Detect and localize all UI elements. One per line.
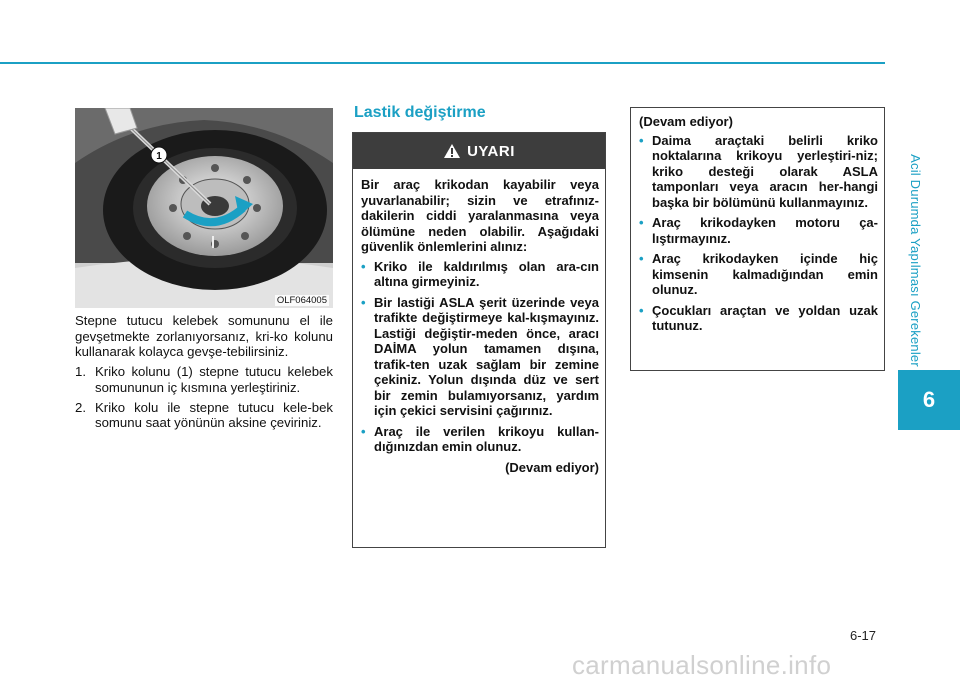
figure-code: OLF064005 xyxy=(276,295,327,306)
continued-bullet-item xyxy=(639,251,878,298)
warning-bullet-item xyxy=(361,259,599,290)
bullet-dot-icon: • xyxy=(639,251,644,266)
warning-label: UYARI xyxy=(467,142,515,160)
column-1 xyxy=(75,313,333,435)
warning-triangle-icon xyxy=(443,143,461,159)
bullet-dot-icon: • xyxy=(361,294,366,310)
bullet-dot-icon: • xyxy=(639,302,644,318)
continued-bullet-text: Daima araçtaki belirli kriko noktalarına krikoyu yerleştiri-niz; kriko desteği olarak ASLA tamponları veya aracın her-hangi başka bir bölümünü kullanmayınız. xyxy=(652,132,878,210)
continued-bullet-text: Araç krikodayken motoru ça-lıştırmayınız. xyxy=(652,215,878,246)
warning-bullet-text: Bir lastiği ASLA şerit üzerinde veya trafikte değiştirmeye kal-kışmayınız. Lastiği değiştir-meden önce, aracı DAİMA yolun tamamen dışına, trafik-ten uzak sağlam bir zemine çekiniz. Yolun dışında düz ve sert bir zemin bulamıyorsanız, yardım için çekici servisini çağırınız. xyxy=(374,294,599,418)
spare-tire-figure xyxy=(75,108,333,308)
warning-continued: (Devam ediyor) xyxy=(505,459,599,475)
warning-bullet-text: Kriko ile kaldırılmış olan ara-cın altına girmeyiniz. xyxy=(374,258,599,289)
warning-header xyxy=(353,133,605,169)
step-item xyxy=(75,364,333,395)
warning-bullet-item xyxy=(361,424,599,455)
chapter-tab: 6 xyxy=(898,370,960,430)
step-text: Kriko kolu ile stepne tutucu kele-bek somunu saat yönünün aksine çeviriniz. xyxy=(95,399,333,431)
warning-bullet-text: Araç ile verilen krikoyu kullan-dığınızdan emin olunuz. xyxy=(374,423,599,454)
warning-body xyxy=(353,169,605,475)
chapter-side-title-text: Acil Durumda Yapılması Gerekenler xyxy=(907,153,923,367)
spare-tire-illustration xyxy=(75,108,333,308)
warning-bullet-item xyxy=(361,295,599,419)
header-rule xyxy=(0,62,885,64)
bullet-dot-icon: • xyxy=(639,132,644,148)
continued-bullets xyxy=(639,133,878,334)
step-number: 2. xyxy=(75,399,86,415)
intro-paragraph: Stepne tutucu kelebek somununu el ile gevşetmekte zorlanıyorsanız, kri-ko kolunu kullanarak kolayca gevşe-tebilirsiniz. xyxy=(75,313,333,360)
continued-bullet-item xyxy=(639,303,878,334)
warning-box xyxy=(352,132,606,548)
continued-box xyxy=(630,107,885,371)
callout-number: 1 xyxy=(156,151,162,162)
continued-bullet-item xyxy=(639,215,878,246)
continued-bullet-item xyxy=(639,133,878,211)
bullet-dot-icon: • xyxy=(639,215,644,230)
continued-heading: (Devam ediyor) xyxy=(639,114,733,129)
warning-intro: Bir araç krikodan kayabilir veya yuvarlanabilir; sizin ve etrafınız-dakilerin ciddi yaralanmasına veya ölümüne neden olabilir. Aşağıdaki güvenlik önlemlerini alınız: xyxy=(361,177,599,254)
page-number: 6-17 xyxy=(850,628,877,643)
step-item xyxy=(75,400,333,431)
continued-bullet-text: Araç krikodayken içinde hiç kimsenin kalmadığından emin olunuz. xyxy=(652,251,878,297)
step-text: Kriko kolunu (1) stepne tutucu kelebek somununun iç kısmına yerleştiriniz. xyxy=(95,364,333,395)
step-number: 1. xyxy=(75,364,86,380)
bullet-dot-icon: • xyxy=(361,423,366,439)
watermark: carmanualsonline.info xyxy=(572,650,832,680)
bullet-dot-icon: • xyxy=(361,258,366,274)
steps-list xyxy=(75,364,333,431)
chapter-side-title xyxy=(904,150,926,370)
continued-bullet-text: Çocukları araçtan ve yoldan uzak tutunuz. xyxy=(652,302,878,333)
section-title: Lastik değiştirme xyxy=(354,104,486,121)
warning-bullets xyxy=(361,259,599,455)
